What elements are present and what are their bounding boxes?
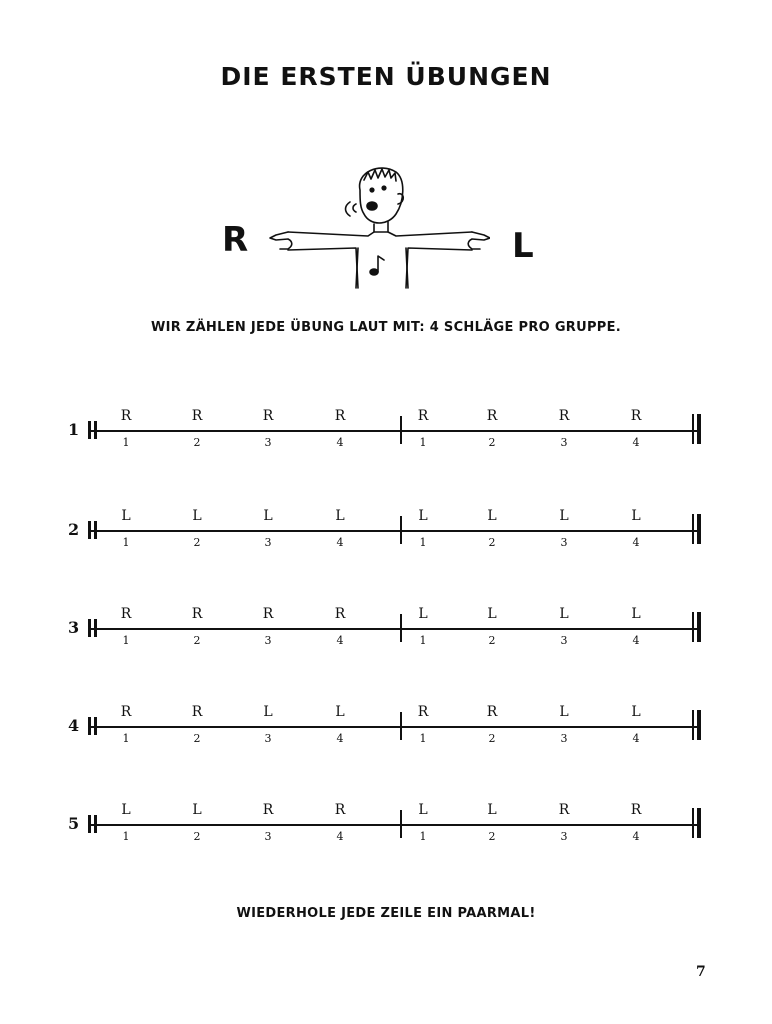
end-barline-thin (692, 414, 694, 444)
left-hand-label: L (512, 226, 534, 266)
sticking-label: L (335, 508, 345, 524)
beat-count: 4 (336, 436, 344, 449)
end-barline-thin (692, 514, 694, 544)
middle-barline (400, 614, 402, 642)
staff-line (88, 530, 698, 532)
page-number: 7 (696, 964, 706, 980)
beat-count: 1 (122, 830, 130, 843)
sticking-label: L (335, 704, 345, 720)
sticking-label: R (417, 408, 429, 424)
sticking-label: R (630, 408, 642, 424)
end-barline-thin (692, 808, 694, 838)
sticking-label: L (631, 606, 641, 622)
sticking-label: L (487, 802, 497, 818)
beat-count: 4 (632, 830, 640, 843)
exercise-row (60, 506, 720, 566)
sticking-label: R (334, 802, 346, 818)
beat-count: 3 (264, 830, 272, 843)
beat-count: 2 (488, 634, 496, 647)
middle-barline (400, 810, 402, 838)
end-barline-thick (697, 612, 701, 642)
sticking-label: R (486, 704, 498, 720)
sticking-label: L (263, 704, 273, 720)
beat-count: 2 (193, 732, 201, 745)
sticking-label: R (262, 408, 274, 424)
beat-count: 4 (632, 436, 640, 449)
exercise-row (60, 406, 720, 466)
exercise-row (60, 604, 720, 664)
beat-count: 3 (264, 732, 272, 745)
sticking-label: L (192, 802, 202, 818)
beat-count: 1 (419, 536, 427, 549)
sticking-label: L (263, 508, 273, 524)
beat-count: 2 (193, 634, 201, 647)
staff-line (88, 824, 698, 826)
sticking-label: R (191, 408, 203, 424)
middle-barline (400, 516, 402, 544)
exercise-number: 2 (68, 520, 80, 539)
staff-line (88, 726, 698, 728)
end-barline-thin (692, 612, 694, 642)
exercise-number: 4 (68, 716, 80, 735)
beat-count: 2 (488, 830, 496, 843)
sticking-label: L (418, 802, 428, 818)
end-barline-thick (697, 514, 701, 544)
sticking-label: R (120, 704, 132, 720)
instruction-text: WIR ZÄHLEN JEDE ÜBUNG LAUT MIT: 4 SCHLÄGE PRO GRUPPE. (150, 320, 622, 335)
beat-count: 1 (122, 732, 130, 745)
beat-count: 2 (193, 830, 201, 843)
beat-count: 3 (560, 536, 568, 549)
beat-count: 4 (632, 634, 640, 647)
sticking-label: R (191, 606, 203, 622)
end-barline-thin (692, 710, 694, 740)
boy-pointing-both-hands-illustration (268, 160, 490, 290)
beat-count: 3 (264, 536, 272, 549)
end-barline-thick (697, 808, 701, 838)
sticking-label: L (418, 606, 428, 622)
beat-count: 1 (122, 536, 130, 549)
exercise-number: 3 (68, 618, 80, 637)
beat-count: 4 (632, 732, 640, 745)
sticking-label: R (334, 408, 346, 424)
sticking-label: R (630, 802, 642, 818)
sticking-label: L (631, 508, 641, 524)
beat-count: 1 (419, 732, 427, 745)
beat-count: 2 (193, 536, 201, 549)
beat-count: 4 (632, 536, 640, 549)
beat-count: 3 (560, 436, 568, 449)
sticking-label: R (191, 704, 203, 720)
staff-line (88, 628, 698, 630)
end-barline-thick (697, 710, 701, 740)
sticking-label: L (121, 508, 131, 524)
sticking-label: R (486, 408, 498, 424)
beat-count: 2 (488, 536, 496, 549)
beat-count: 3 (560, 830, 568, 843)
sticking-label: L (121, 802, 131, 818)
beat-count: 3 (264, 634, 272, 647)
beat-count: 4 (336, 536, 344, 549)
sticking-label: R (262, 606, 274, 622)
beat-count: 2 (488, 436, 496, 449)
sticking-label: L (418, 508, 428, 524)
sticking-label: R (334, 606, 346, 622)
page-title: DIE ERSTEN ÜBUNGEN (220, 62, 552, 91)
beat-count: 3 (560, 732, 568, 745)
sticking-label: R (558, 802, 570, 818)
sticking-label: R (558, 408, 570, 424)
sticking-label: L (559, 704, 569, 720)
beat-count: 4 (336, 732, 344, 745)
beat-count: 2 (488, 732, 496, 745)
sticking-label: L (487, 606, 497, 622)
repeat-note: WIEDERHOLE JEDE ZEILE EIN PAARMAL! (236, 906, 536, 921)
middle-barline (400, 416, 402, 444)
staff-line (88, 430, 698, 432)
exercise-row (60, 800, 720, 860)
beat-count: 1 (122, 634, 130, 647)
sticking-label: R (120, 606, 132, 622)
beat-count: 4 (336, 634, 344, 647)
end-barline-thick (697, 414, 701, 444)
sticking-label: L (487, 508, 497, 524)
right-hand-label: R (222, 220, 249, 260)
beat-count: 2 (193, 436, 201, 449)
sticking-label: L (559, 508, 569, 524)
beat-count: 1 (419, 436, 427, 449)
sticking-label: R (120, 408, 132, 424)
sticking-label: L (192, 508, 202, 524)
sticking-label: R (417, 704, 429, 720)
beat-count: 3 (264, 436, 272, 449)
sticking-label: R (262, 802, 274, 818)
sticking-label: L (631, 704, 641, 720)
sticking-label: L (559, 606, 569, 622)
exercise-number: 1 (68, 420, 80, 439)
beat-count: 1 (419, 634, 427, 647)
beat-count: 3 (560, 634, 568, 647)
beat-count: 1 (419, 830, 427, 843)
exercise-number: 5 (68, 814, 80, 833)
middle-barline (400, 712, 402, 740)
exercise-row (60, 702, 720, 762)
beat-count: 1 (122, 436, 130, 449)
beat-count: 4 (336, 830, 344, 843)
